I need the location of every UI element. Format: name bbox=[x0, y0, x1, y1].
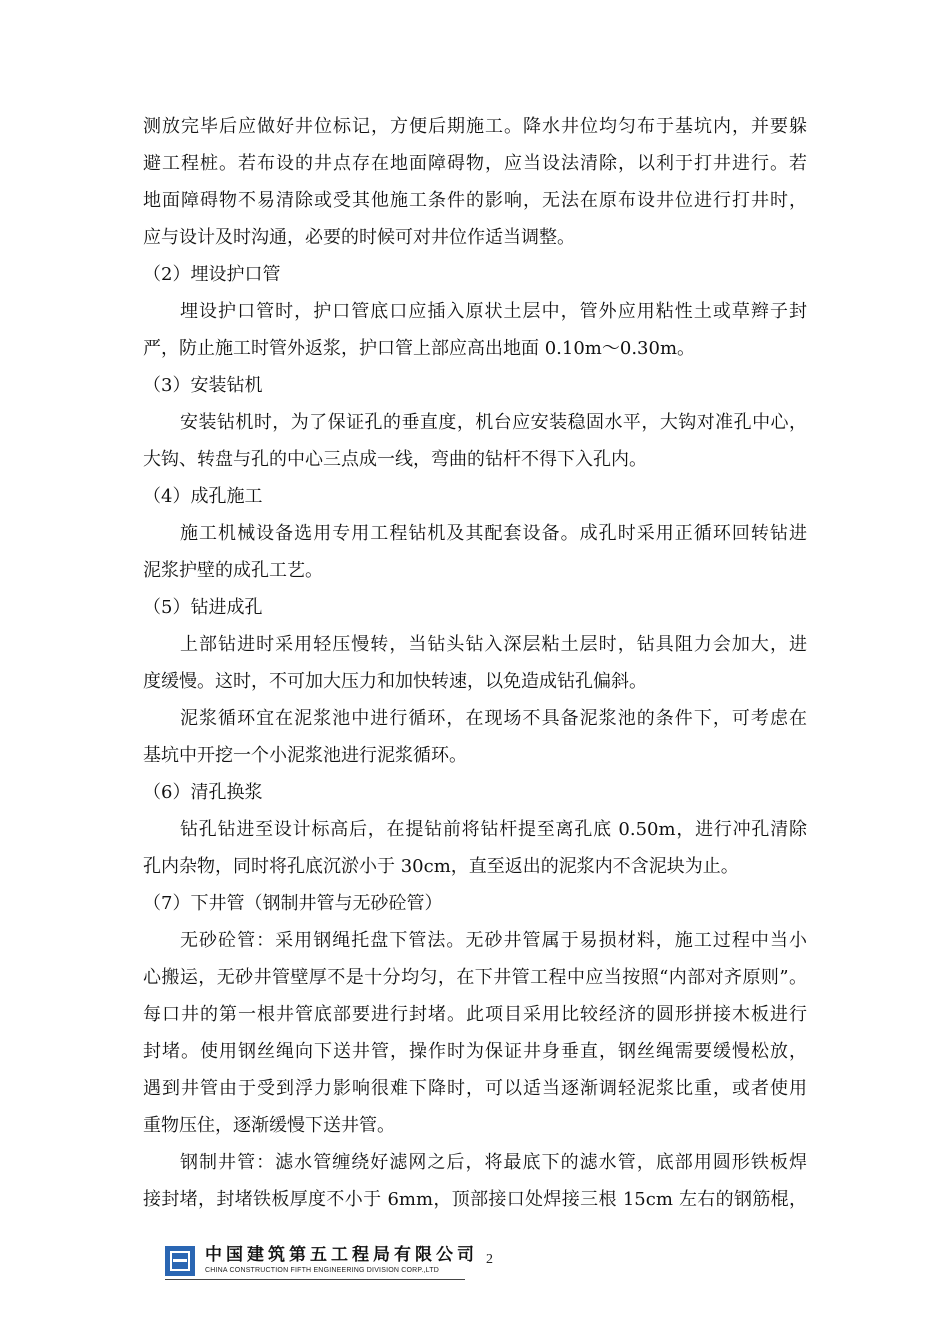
paragraph-line: 每口井的第一根井管底部要进行封堵。此项目采用比较经济的圆形拼接木板进行 bbox=[143, 1004, 807, 1025]
paragraph-line: 埋设护口管时，护口管底口应插入原状土层中，管外应用粘性土或草辫子封 bbox=[180, 301, 807, 322]
paragraph-line: 钻孔钻进至设计标高后，在提钻前将钻杆提至离孔底 0.50m，进行冲孔清除 bbox=[180, 819, 807, 840]
document-body bbox=[143, 108, 807, 1218]
paragraph-line: 重物压住，逐渐缓慢下送井管。 bbox=[143, 1115, 395, 1136]
paragraph-line: 度缓慢。这时，不可加大压力和加快转速，以免造成钻孔偏斜。 bbox=[143, 671, 647, 692]
paragraph-line: 泥浆护壁的成孔工艺。 bbox=[143, 560, 323, 581]
paragraph-line: 无砂砼管：采用钢绳托盘下管法。无砂井管属于易损材料，施工过程中当小 bbox=[180, 930, 807, 951]
section-heading: （4）成孔施工 bbox=[143, 486, 263, 507]
paragraph-line: 应与设计及时沟通，必要的时候可对井位作适当调整。 bbox=[143, 227, 575, 248]
paragraph-line: 避工程桩。若布设的井点存在地面障碍物，应当设法清除，以利于打井进行。若 bbox=[143, 153, 807, 174]
page-footer bbox=[165, 1242, 495, 1280]
paragraph-line: 心搬运，无砂井管壁厚不是十分均匀，在下井管工程中应当按照“内部对齐原则”。 bbox=[143, 967, 807, 988]
paragraph-line: 地面障碍物不易清除或受其他施工条件的影响，无法在原布设井位进行打井时， bbox=[143, 190, 807, 211]
paragraph-line: 泥浆循环宜在泥浆池中进行循环，在现场不具备泥浆池的条件下，可考虑在 bbox=[180, 708, 807, 729]
paragraph-line: 上部钻进时采用轻压慢转，当钻头钻入深层粘土层时，钻具阻力会加大，进 bbox=[180, 634, 807, 655]
company-name-cn: 中国建筑第五工程局有限公司 bbox=[205, 1245, 478, 1265]
section-heading: （2）埋设护口管 bbox=[143, 264, 281, 285]
footer-divider bbox=[165, 1279, 465, 1280]
paragraph-line: 大钩、转盘与孔的中心三点成一线，弯曲的钻杆不得下入孔内。 bbox=[143, 449, 647, 470]
cscec-logo-icon bbox=[165, 1246, 195, 1276]
paragraph-line: 安装钻机时，为了保证孔的垂直度，机台应安装稳固水平，大钩对准孔中心， bbox=[180, 412, 807, 433]
section-heading: （3）安装钻机 bbox=[143, 375, 263, 396]
paragraph-line: 基坑中开挖一个小泥浆池进行泥浆循环。 bbox=[143, 745, 467, 766]
paragraph-line: 封堵。使用钢丝绳向下送井管，操作时为保证井身垂直，钢丝绳需要缓慢松放， bbox=[143, 1041, 807, 1062]
paragraph-line: 测放完毕后应做好井位标记，方便后期施工。降水井位均匀布于基坑内，并要躲 bbox=[143, 116, 807, 137]
paragraph-line: 接封堵，封堵铁板厚度不小于 6mm，顶部接口处焊接三根 15cm 左右的钢筋棍， bbox=[143, 1189, 807, 1210]
section-heading: （7）下井管（钢制井管与无砂砼管） bbox=[143, 893, 443, 914]
page-number: 2 bbox=[486, 1252, 493, 1267]
company-name-en: CHINA CONSTRUCTION FIFTH ENGINEERING DIVISION CORP.,LTD bbox=[205, 1267, 439, 1274]
paragraph-line: 孔内杂物，同时将孔底沉淤小于 30cm，直至返出的泥浆内不含泥块为止。 bbox=[143, 856, 739, 877]
paragraph-line: 施工机械设备选用专用工程钻机及其配套设备。成孔时采用正循环回转钻进 bbox=[180, 523, 807, 544]
section-heading: （6）清孔换浆 bbox=[143, 782, 263, 803]
paragraph-line: 遇到井管由于受到浮力影响很难下降时，可以适当逐渐调轻泥浆比重，或者使用 bbox=[143, 1078, 807, 1099]
section-heading: （5）钻进成孔 bbox=[143, 597, 263, 618]
paragraph-line: 钢制井管：滤水管缠绕好滤网之后，将最底下的滤水管，底部用圆形铁板焊 bbox=[180, 1152, 807, 1173]
paragraph-line: 严，防止施工时管外返浆，护口管上部应高出地面 0.10m～0.30m。 bbox=[143, 338, 696, 359]
